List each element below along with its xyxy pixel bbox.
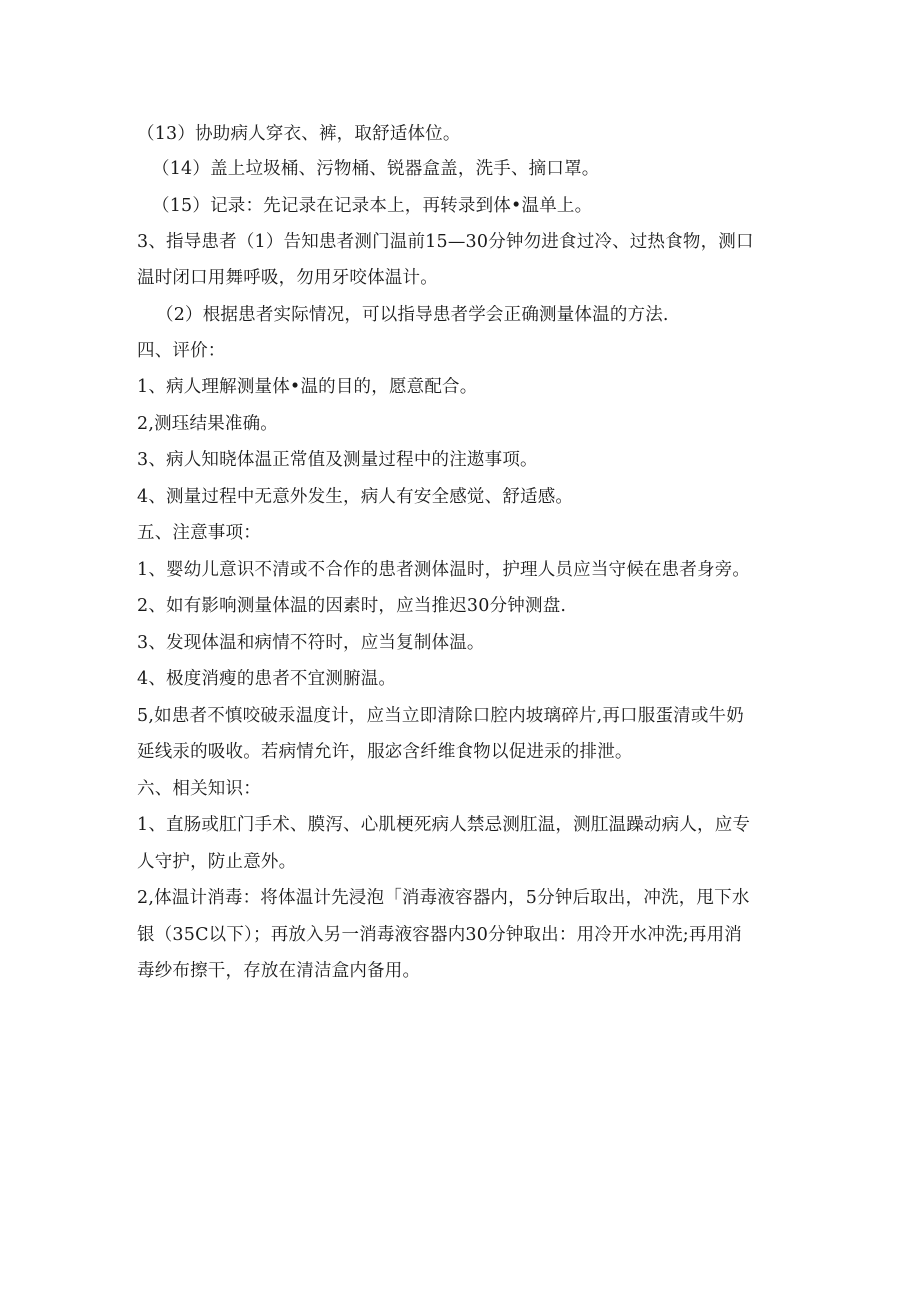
text-line-eval-2: 2,测珏结果准确。	[137, 414, 278, 434]
text-line-eval-4: 4、测量过程中无意外发生，病人有安全感觉、舒适感。	[137, 487, 574, 507]
text-line-eval-3: 3、病人知晓体温正常值及测量过程中的注遨事项。	[137, 450, 538, 470]
text-line-precaution-1: 1、婴幼儿意识不清或不合作的患者测体温时，护理人员应当守候在患者身旁。	[137, 560, 751, 580]
text-line-precaution-5: 5,如患者不慎咬破汞温度计，应当立即清除口腔内坡璃碎片,再口服蛋清或牛奶	[137, 706, 744, 726]
text-line-knowledge-1-cont: 人守护，防止意外。	[137, 852, 297, 872]
section-heading-evaluation: 四、评价：	[137, 341, 226, 361]
text-line-step-14: （14）盖上垃圾桶、污物桶、锐器盒盖，洗手、摘口罩。	[152, 159, 600, 179]
text-line-guide-patient-2: （2）根据患者实际情况，可以指导患者学会正确测量体温的方法.	[156, 305, 669, 325]
text-line-knowledge-2-cont: 银（35C以下）；再放入另一消毒液容器内30分钟取出：用冷开水冲洗;再用消	[137, 925, 742, 945]
text-line-precaution-5-cont: 延线汞的吸收。若病情允许，服宓含纤维食物以促进汞的排泄。	[137, 742, 633, 762]
text-line-guide-patient-cont: 温时闭口用舞呼吸，勿用牙咬体温计。	[137, 268, 438, 288]
text-line-knowledge-2: 2,体温计消毒：将体温计先浸泡「消毒液容器内，5分钟后取出，冲洗，甩下水	[137, 888, 750, 908]
text-line-eval-1: 1、病人理解测量体•温的目的，愿意配合。	[137, 377, 478, 397]
text-line-precaution-2: 2、如有影响测量体温的因素时，应当推迟30分钟测盘.	[137, 596, 567, 616]
text-line-guide-patient: 3、指导患者（1）告知患者测门温前15—30分钟勿进食过冷、过热食物，测口	[137, 232, 754, 252]
section-heading-precautions: 五、注意事项：	[137, 523, 261, 543]
text-line-precaution-4: 4、极度消瘦的患者不宜测腑温。	[137, 669, 397, 689]
text-line-knowledge-1: 1、直肠或肛门手术、膜泻、心肌梗死病人禁忌测肛温，测肛温躁动病人，应专	[137, 815, 751, 835]
section-heading-related-knowledge: 六、相关知识：	[137, 779, 261, 799]
text-line-knowledge-2-end: 毒纱布擦干，存放在清洁盒内备用。	[137, 961, 421, 981]
text-line-step-15: （15）记录：先记录在记录本上，再转录到体•温单上。	[152, 196, 593, 216]
text-line-step-13: （13）协助病人穿衣、裤，取舒适体位。	[137, 124, 461, 144]
text-line-precaution-3: 3、发现体温和病情不符时，应当复制体温。	[137, 633, 485, 653]
